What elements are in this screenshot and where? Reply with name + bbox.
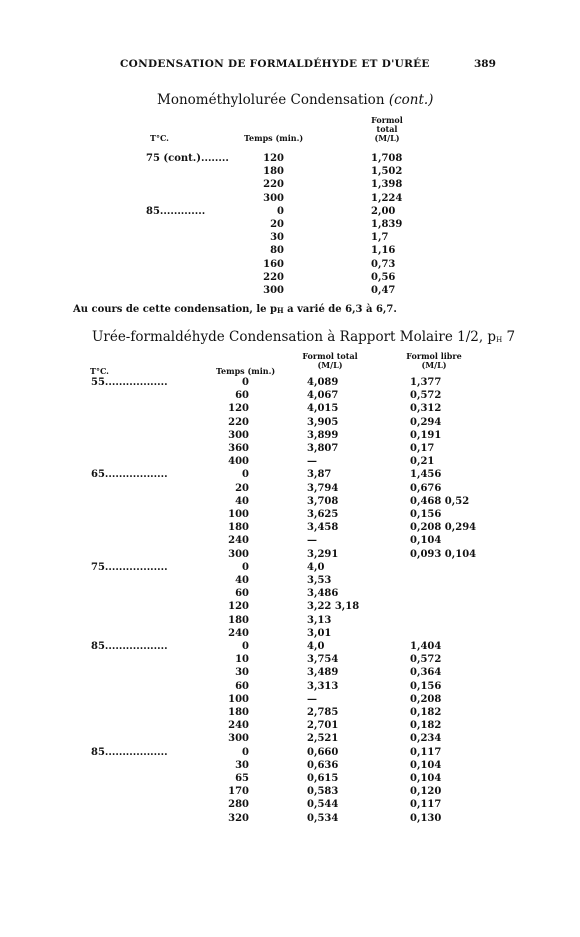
table1-col-temp: T°C.	[150, 133, 169, 143]
table2-row-libre: 0,120	[410, 786, 442, 798]
table2-row-libre: 0,093 0,104	[410, 548, 477, 560]
table2-row-temp: 65..................	[91, 469, 168, 481]
table2-row-time: 60	[235, 680, 249, 692]
table2-row-time: 0	[242, 561, 249, 573]
table2-row-libre: 0,104	[410, 759, 442, 771]
note-after: a varié de 6,3 à 6,7.	[283, 304, 397, 315]
table2-row-libre: 0,294	[410, 416, 442, 428]
table2-row-total: 3,489	[307, 667, 339, 679]
table1-col-formol-l1: Formol	[371, 115, 403, 125]
table2-title-sub: H	[496, 336, 503, 344]
table2-row-time: 30	[235, 759, 249, 771]
table2-row-total: 3,807	[307, 443, 339, 454]
table2-row-total: 0,660	[307, 746, 339, 758]
table2-row-libre: 0,117	[410, 799, 442, 811]
table2-row-libre: 0,156	[410, 680, 442, 692]
table2-row-libre: 0,234	[410, 733, 442, 745]
table2-col-total-l1: Formol total	[302, 351, 358, 361]
table2-row-libre: 0,182	[410, 707, 442, 718]
table1-row-time: 300	[263, 192, 284, 204]
table2-row-total: 3,87	[307, 469, 332, 481]
ph-note	[73, 304, 397, 315]
table1-row-total: 1,839	[371, 219, 403, 230]
table2-row-libre: 0,182	[410, 720, 442, 732]
table2-row-total: —	[307, 693, 317, 705]
table1-row-total: 1,224	[371, 192, 403, 204]
table2-row-time: 30	[235, 667, 249, 679]
table1-row-time: 120	[263, 153, 284, 164]
table1-row-total: 1,7	[371, 232, 389, 244]
table2-row-total: 2,521	[307, 733, 339, 745]
table2-row-libre: 0,468 0,52	[410, 495, 470, 507]
table2-row-time: 0	[242, 469, 249, 481]
table2-col-total-l2: (M/L)	[317, 360, 343, 370]
table2-row-time: 40	[235, 575, 249, 586]
table1-row-total: 1,398	[371, 179, 403, 191]
table2-row-libre: 0,191	[410, 429, 442, 441]
table2-row-libre: 0,312	[410, 403, 442, 415]
table2-row-libre: 0,676	[410, 482, 442, 494]
table2-row-time: 120	[228, 403, 249, 415]
table2-col-libre-l1: Formol libre	[406, 351, 462, 361]
table2-row-time: 240	[228, 535, 249, 547]
table2-row-temp: 85..................	[91, 641, 168, 652]
table2-row-libre: 0,208 0,294	[410, 522, 477, 534]
table2-row-libre: 0,21	[410, 456, 435, 468]
table2-row-time: 300	[228, 733, 249, 745]
table2-col-temp: T°C.	[90, 366, 109, 376]
table2-row-time: 0	[242, 746, 249, 758]
table2-row-total: 3,291	[307, 548, 339, 560]
table1-title-cont: (cont.)	[388, 92, 434, 108]
table2-col-libre-l2: (M/L)	[421, 360, 447, 370]
table2-row-total: —	[307, 535, 317, 547]
table2-row-time: 360	[228, 443, 249, 454]
table1-row-total: 2,00	[371, 205, 396, 217]
table2-row-time: 320	[228, 812, 249, 824]
table2-row-total: 3,899	[307, 429, 339, 441]
table2-row-time: 100	[228, 693, 249, 705]
table1-row-total: 1,708	[371, 153, 403, 164]
running-title: CONDENSATION DE FORMALDÉHYDE ET D'URÉE	[120, 58, 430, 70]
table2-row-libre: 0,130	[410, 812, 442, 824]
table2-row-total: 0,534	[307, 812, 339, 824]
table1-row-time: 20	[270, 219, 284, 230]
table2-row-temp: 85..................	[91, 746, 168, 758]
table2-row-total: 3,01	[307, 627, 332, 639]
table2-row-libre: 0,572	[410, 390, 442, 402]
table1-row-total: 1,16	[371, 245, 396, 257]
table2-col-time: Temps (min.)	[216, 366, 276, 376]
table1-row-time: 160	[263, 258, 284, 270]
table2-row-libre: 0,572	[410, 654, 442, 666]
table2-row-time: 300	[228, 429, 249, 441]
table1-col-formol-l2: total	[376, 124, 398, 134]
table2-row-total: —	[307, 456, 317, 468]
table2-row-time: 100	[228, 509, 249, 520]
table1-row-total: 0,47	[371, 285, 396, 296]
page-number: 389	[474, 58, 496, 70]
table1-row-temp: 85.............	[146, 205, 206, 217]
table2-row-time: 20	[235, 482, 249, 494]
table2-row-libre: 0,156	[410, 509, 442, 520]
table2-row-time: 40	[235, 495, 249, 507]
table2-row-time: 120	[228, 601, 249, 613]
table2-title-after: 7	[502, 329, 516, 345]
table2-row-total: 0,544	[307, 799, 339, 811]
table2-row-time: 0	[242, 641, 249, 652]
table2-row-total: 2,701	[307, 720, 339, 732]
table1-col-formol-l3: (M/L)	[374, 133, 400, 143]
table2-row-temp: 75..................	[91, 561, 168, 573]
table2-title	[92, 329, 515, 345]
table2-row-time: 60	[235, 390, 249, 402]
note-sub: H	[277, 306, 284, 315]
table2-row-total: 3,13	[307, 614, 332, 626]
table2-row-time: 240	[228, 720, 249, 732]
table2-row-total: 3,313	[307, 680, 339, 692]
table2-row-total: 3,22 3,18	[307, 601, 360, 613]
table2-row-libre: 0,364	[410, 667, 442, 679]
table1-row-temp: 75 (cont.)........	[146, 153, 229, 164]
table1-row-total: 1,502	[371, 166, 403, 178]
table2-row-total: 3,708	[307, 495, 339, 507]
table2-row-total: 4,067	[307, 390, 339, 402]
table2-row-time: 170	[228, 786, 249, 798]
table1-row-time: 300	[263, 285, 284, 296]
table2-row-total: 0,583	[307, 786, 339, 798]
table2-row-time: 0	[242, 377, 249, 388]
table2-row-time: 180	[228, 614, 249, 626]
table2-row-libre: 0,104	[410, 535, 442, 547]
table1-row-time: 80	[270, 245, 284, 257]
table2-row-temp: 55..................	[91, 377, 168, 388]
table2-row-total: 0,636	[307, 759, 339, 771]
table2-row-libre: 0,17	[410, 443, 435, 454]
table1-title-main: Monométhylolurée Condensation	[157, 92, 389, 108]
table2-row-libre: 1,377	[410, 377, 442, 388]
table2-row-libre: 0,104	[410, 773, 442, 784]
table2-row-time: 240	[228, 627, 249, 639]
table2-row-libre: 1,456	[410, 469, 442, 481]
table2-row-libre: 1,404	[410, 641, 442, 652]
table2-row-total: 3,905	[307, 416, 339, 428]
table2-row-time: 300	[228, 548, 249, 560]
table2-row-time: 280	[228, 799, 249, 811]
table2-row-total: 3,754	[307, 654, 339, 666]
table2-row-total: 0,615	[307, 773, 339, 784]
table2-row-time: 180	[228, 522, 249, 534]
table1-row-total: 0,73	[371, 258, 396, 270]
table2-row-total: 3,486	[307, 588, 339, 600]
table2-row-time: 65	[235, 773, 249, 784]
table1-row-time: 0	[277, 205, 284, 217]
table2-row-time: 60	[235, 588, 249, 600]
table2-row-time: 220	[228, 416, 249, 428]
table2-row-total: 3,458	[307, 522, 339, 534]
table2-row-time: 10	[235, 654, 249, 666]
table2-title-before: Urée-formaldéhyde Condensation à Rapport Molaire 1/2, p	[92, 329, 497, 345]
table1-row-time: 30	[270, 232, 284, 244]
table2-row-time: 180	[228, 707, 249, 718]
table1-row-time: 220	[263, 271, 284, 283]
table2-row-total: 2,785	[307, 707, 339, 718]
table2-row-total: 3,794	[307, 482, 339, 494]
table2-row-total: 4,0	[307, 641, 325, 652]
table2-row-total: 3,53	[307, 575, 332, 586]
table1-row-time: 220	[263, 179, 284, 191]
table1-row-time: 180	[263, 166, 284, 178]
table2-row-total: 4,0	[307, 561, 325, 573]
table2-row-libre: 0,208	[410, 693, 442, 705]
table2-row-libre: 0,117	[410, 746, 442, 758]
table1-col-time: Temps (min.)	[244, 133, 304, 143]
note-before: Au cours de cette condensation, le p	[73, 304, 278, 315]
table2-row-total: 3,625	[307, 509, 339, 520]
table1-title	[157, 92, 433, 108]
table2-row-time: 400	[228, 456, 249, 468]
table1-row-total: 0,56	[371, 271, 396, 283]
table2-row-total: 4,089	[307, 377, 339, 388]
table2-row-total: 4,015	[307, 403, 339, 415]
